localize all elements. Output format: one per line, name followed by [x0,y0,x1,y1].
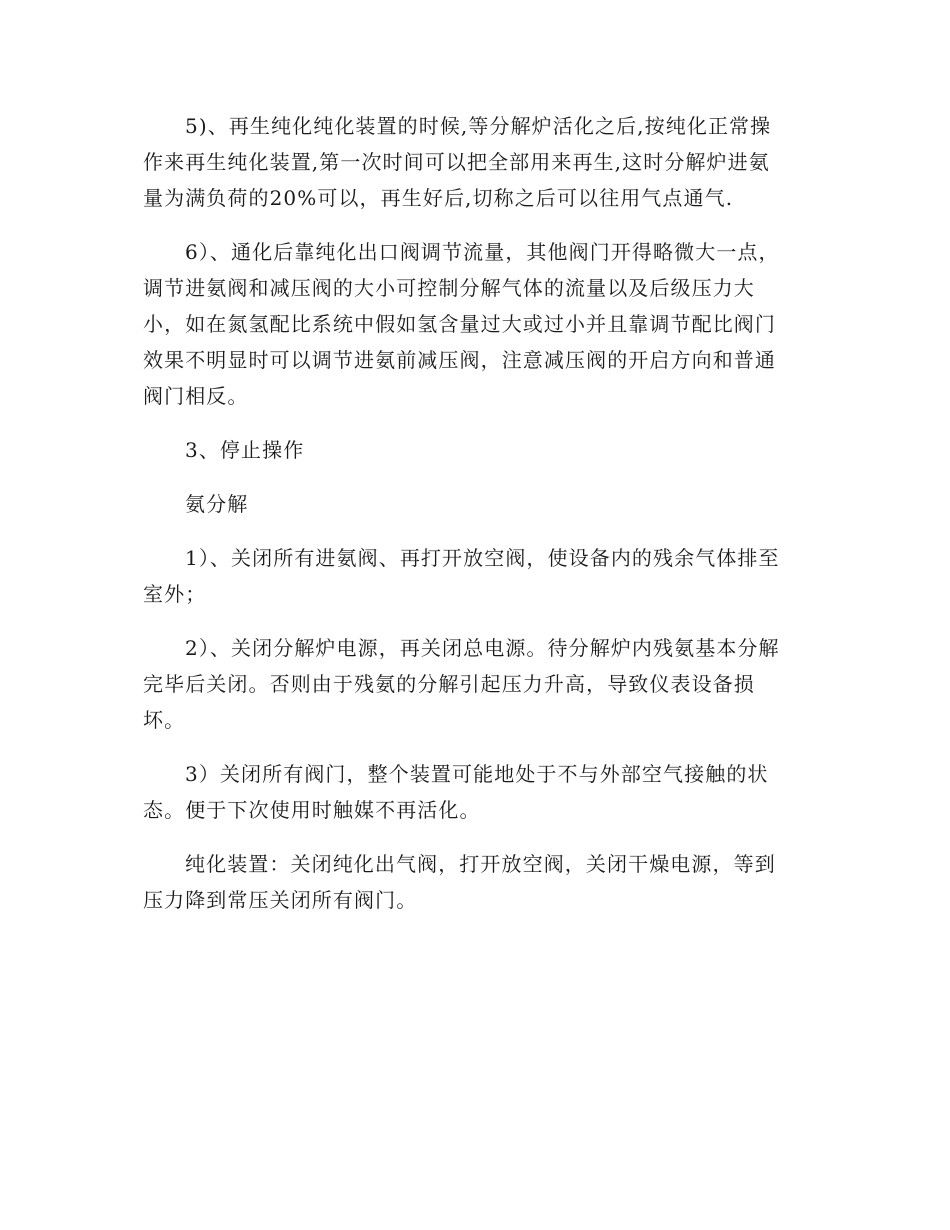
text-line: 完毕后关闭。否则由于残氨的分解引起压力升高，导致仪表设备损 [143,672,755,696]
text-line: 效果不明显时可以调节进氨前减压阀，注意减压阀的开启方向和普通 [143,348,776,372]
text-line: 氨分解 [185,492,249,516]
text-line: 小，如在氮氢配比系统中假如氢含量过大或过小并且靠调节配比阀门 [143,312,776,336]
paragraph-step-2 [143,630,813,738]
text-line: 态。便于下次使用时触媒不再活化。 [143,798,481,822]
text-line: 作来再生纯化装置,第一次时间可以把全部用来再生,这时分解炉进氨 [143,150,770,174]
text-line: 坏。 [143,708,186,732]
text-line: 1）、关闭所有进氨阀、再打开放空阀，使设备内的残余气体排至 [185,546,780,570]
text-line: 量为满负荷的20%可以，再生好后,切称之后可以往用气点通气. [143,186,734,210]
paragraph-step-3 [143,756,813,828]
text-line: 6）、通化后靠纯化出口阀调节流量，其他阀门开得略微大一点， [185,240,780,264]
section-heading-stop-operation [143,432,813,468]
paragraph-purifier-shutdown [143,846,813,918]
text-line: 室外； [143,582,207,606]
text-line: 调节进氨阀和减压阀的大小可控制分解气体的流量以及后级压力大 [143,276,755,300]
paragraph-flow-adjustment [143,234,813,414]
paragraph-regenerate-purifier [143,108,813,216]
text-line: 压力降到常压关闭所有阀门。 [143,888,418,912]
text-line: 2）、关闭分解炉电源，再关闭总电源。待分解炉内残氨基本分解 [185,636,780,660]
text-line: 5)、再生纯化纯化装置的时候,等分解炉活化之后,按纯化正常操 [185,114,772,138]
subheading-ammonia-decomposition [143,486,813,522]
document-body [143,108,813,936]
text-line: 纯化装置：关闭纯化出气阀，打开放空阀，关闭干燥电源，等到 [185,852,776,876]
text-line: 3）关闭所有阀门，整个装置可能地处于不与外部空气接触的状 [185,762,769,786]
paragraph-step-1 [143,540,813,612]
text-line: 3、停止操作 [185,438,305,462]
text-line: 阀门相反。 [143,384,249,408]
